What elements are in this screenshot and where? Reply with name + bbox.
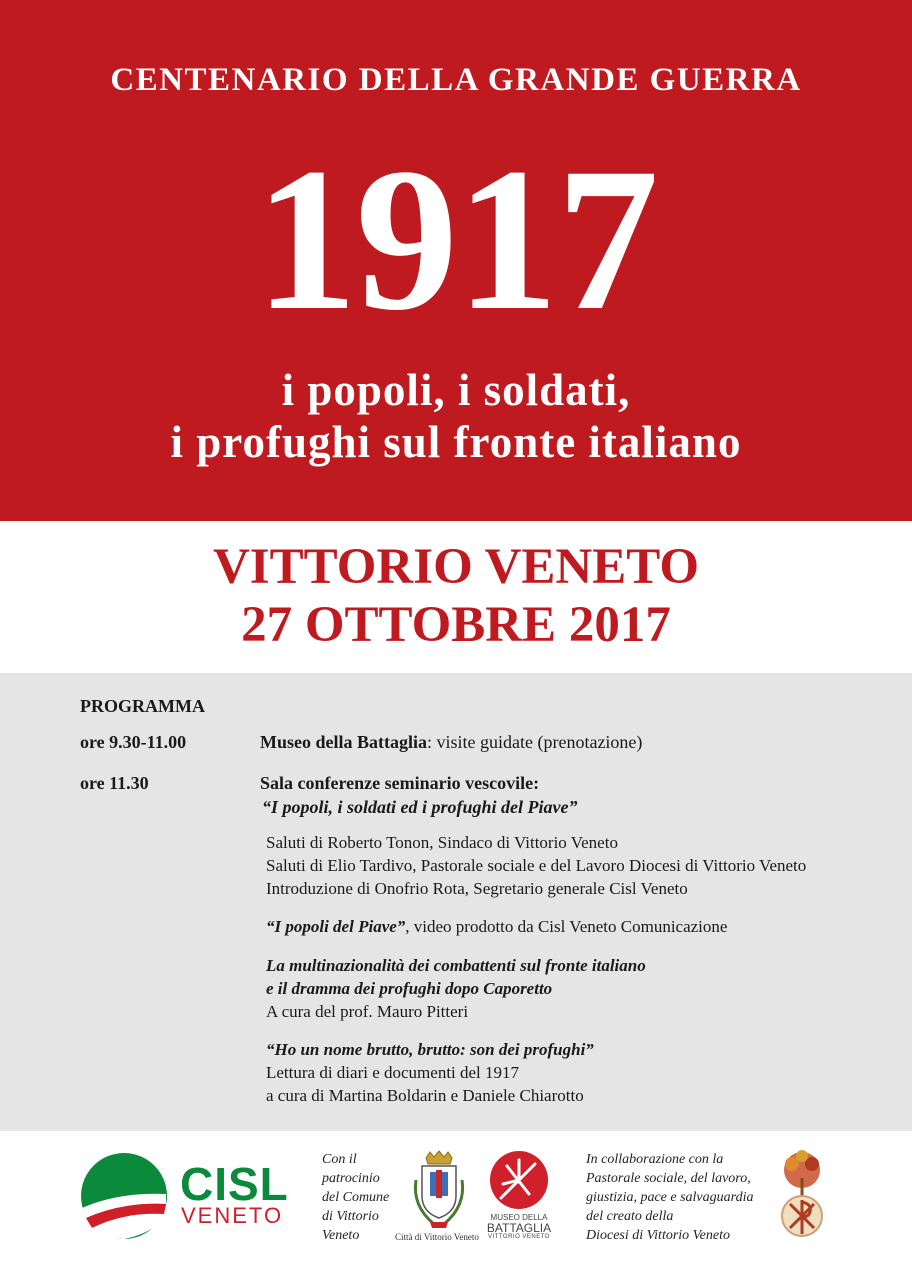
patronage-line-5: Veneto xyxy=(322,1228,360,1243)
patronage-line-1: Con il xyxy=(322,1152,357,1167)
title-banner xyxy=(0,0,912,521)
reading-desc: Lettura di diari e documenti del 1917 xyxy=(266,1063,520,1082)
cisl-wordmark: CISL xyxy=(180,1158,289,1210)
greeting-2: Saluti di Elio Tardivo, Pastorale sociale e del Lavoro Diocesi di Vittorio Veneto xyxy=(266,856,807,875)
slot1-desc: : visite guidate (prenotazione) xyxy=(427,732,643,752)
slot1-venue: Museo della Battaglia xyxy=(260,732,427,752)
talk-line-1: La multinazionalità dei combattenti sul fronte italiano xyxy=(266,956,646,975)
program-heading: PROGRAMMA xyxy=(80,696,205,716)
event-info xyxy=(0,538,912,654)
patronage-line-2: patrocinio xyxy=(322,1171,380,1186)
year-title: 1917 xyxy=(255,126,657,353)
event-place: VITTORIO VENETO xyxy=(212,539,700,595)
reading-by: a cura di Martina Boldarin e Daniele Chiarotto xyxy=(266,1086,584,1105)
museo-line-1: MUSEO DELLA xyxy=(490,1213,548,1222)
greeting-3: Introduzione di Onofrio Rota, Segretario generale Cisl Veneto xyxy=(266,879,688,898)
reading-block xyxy=(266,1038,594,1107)
event-date: 27 OTTOBRE 2017 xyxy=(241,597,671,653)
patronage-line-4: di Vittorio xyxy=(322,1209,379,1224)
subtitle-line-2: i profughi sul fronte italiano xyxy=(170,417,742,467)
cisl-logo-icon xyxy=(78,1152,170,1240)
video-desc: , video prodotto da Cisl Veneto Comunicazione xyxy=(405,917,728,936)
slot2-title: “I popoli, i soldati ed i profughi del Piave” xyxy=(262,797,578,817)
cisl-region: VENETO xyxy=(181,1203,284,1228)
slot2-time: ore 11.30 xyxy=(80,773,149,793)
collab-line-5: Diocesi di Vittorio Veneto xyxy=(586,1228,730,1243)
subtitle-line-1: i popoli, i soldati, xyxy=(281,365,631,415)
video-title: “I popoli del Piave” xyxy=(266,917,406,936)
collaboration-text xyxy=(586,1150,753,1245)
patronage-text xyxy=(322,1150,389,1245)
patronage-line-3: del Comune xyxy=(322,1190,390,1205)
reading-title: “Ho un nome brutto, brutto: son dei profughi” xyxy=(266,1040,594,1059)
kicker-title: CENTENARIO DELLA GRANDE GUERRA xyxy=(110,62,802,98)
video-line xyxy=(266,915,727,938)
museo-battaglia-logo-icon xyxy=(489,1150,549,1210)
slot1-time: ore 9.30-11.00 xyxy=(80,732,187,752)
collab-line-3: giustizia, pace e salvaguardia xyxy=(586,1190,754,1205)
museo-caption xyxy=(483,1213,555,1241)
subtitle xyxy=(0,364,912,468)
collab-line-4: del creato della xyxy=(586,1209,674,1224)
slot1-line xyxy=(260,732,642,753)
city-coat-of-arms-icon xyxy=(410,1150,468,1232)
talk-line-2: e il dramma dei profughi dopo Caporetto xyxy=(266,979,553,998)
collab-line-2: Pastorale sociale, del lavoro, xyxy=(586,1171,751,1186)
museo-line-2: BATTAGLIA xyxy=(486,1221,552,1235)
greeting-1: Saluti di Roberto Tonon, Sindaco di Vittorio Veneto xyxy=(266,833,618,852)
program-section xyxy=(0,673,912,1131)
museo-line-3: VITTORIO VENETO xyxy=(488,1234,550,1240)
diocese-emblem-icon xyxy=(772,1148,832,1240)
greetings xyxy=(266,831,806,900)
city-caption: Città di Vittorio Veneto xyxy=(395,1232,479,1242)
talk-block xyxy=(266,954,646,1023)
talk-by: A cura del prof. Mauro Pitteri xyxy=(266,1002,469,1021)
slot2-venue: Sala conferenze seminario vescovile: xyxy=(260,773,540,793)
collab-line-1: In collaborazione con la xyxy=(586,1152,724,1167)
